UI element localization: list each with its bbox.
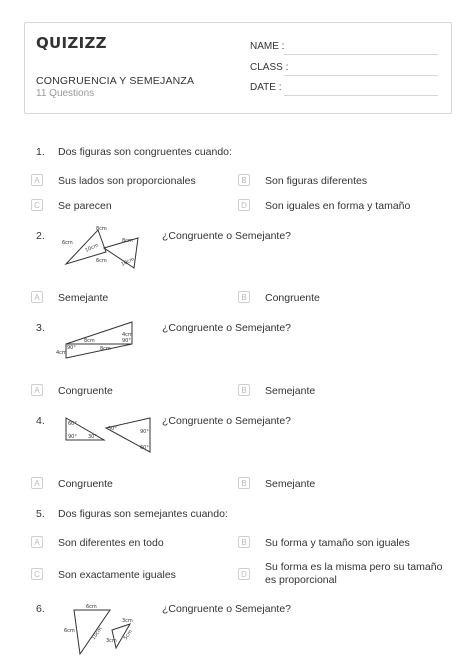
question-text: ¿Congruente o Semejante? (162, 322, 291, 334)
figure-label: 90° (68, 434, 77, 440)
option-b-text[interactable]: Son figuras diferentes (265, 175, 368, 187)
figure-label: 3cm (122, 618, 133, 624)
option-a-box[interactable]: A (31, 174, 43, 186)
figure-label: 5cm (122, 628, 134, 642)
figure-label: 30° (108, 426, 117, 432)
question-number: 5. (36, 508, 45, 520)
option-b-text[interactable]: Su forma y tamaño son iguales (265, 537, 410, 549)
question-text: Dos figuras son congruentes cuando: (58, 146, 232, 158)
option-d-box[interactable]: D (238, 199, 250, 211)
question-number: 1. (36, 146, 45, 158)
option-c-box[interactable]: C (31, 199, 43, 211)
figure-label: 8cm (100, 346, 111, 352)
name-field[interactable] (284, 53, 438, 55)
question-number: 3. (36, 322, 45, 334)
option-a-box[interactable]: A (31, 384, 43, 396)
question-number: 2. (36, 230, 45, 242)
date-label: DATE : (250, 82, 282, 93)
triangles-figure-q6 (60, 600, 150, 660)
figure-label: 90° (67, 345, 76, 351)
option-d-text[interactable]: Son iguales en forma y tamaño (265, 200, 411, 212)
quizizz-logo: QUIZIZZ (36, 34, 107, 52)
question-count: 11 Questions (36, 88, 95, 99)
class-label: CLASS : (250, 62, 289, 73)
figure-label: 60° (68, 421, 77, 427)
option-a-text[interactable]: Sus lados son proporcionales (58, 175, 196, 187)
figure-label: 3cm (106, 638, 117, 644)
question-text: Dos figuras son semejantes cuando: (58, 508, 228, 520)
figure-label: 4cm (122, 332, 133, 338)
option-c-text[interactable]: Se parecen (58, 200, 112, 212)
figure-label: 8cm (84, 338, 95, 344)
triangles-figure-q4 (60, 414, 156, 458)
class-field[interactable] (284, 74, 438, 76)
figure-label: 6cm (96, 258, 107, 264)
question-number: 6. (36, 603, 45, 615)
question-text: ¿Congruente o Semejante? (162, 230, 291, 242)
option-c-box[interactable]: C (31, 568, 43, 580)
option-b-text[interactable]: Semejante (265, 478, 316, 490)
worksheet-title: CONGRUENCIA Y SEMEJANZA (36, 75, 195, 87)
option-b-text[interactable]: Semejante (265, 385, 316, 397)
option-b-box[interactable]: B (238, 384, 250, 396)
figure-label: 8cm (122, 238, 133, 244)
option-a-box[interactable]: A (31, 477, 43, 489)
question-number: 4. (36, 415, 45, 427)
option-b-box[interactable]: B (238, 291, 250, 303)
figure-label: 4cm (56, 350, 67, 356)
figure-label: 6cm (86, 604, 97, 610)
option-d-text[interactable]: Su forma es la misma pero su tamaño es proporcional (265, 561, 443, 586)
option-b-box[interactable]: B (238, 174, 250, 186)
figure-label: 60° (140, 445, 149, 451)
option-b-text[interactable]: Congruente (265, 292, 320, 304)
figure-label: 90° (140, 429, 149, 435)
date-field[interactable] (284, 94, 438, 96)
figure-label: 8cm (96, 226, 107, 232)
option-a-box[interactable]: A (31, 536, 43, 548)
figure-label: 10cm (84, 242, 100, 254)
figure-label: 10cm (90, 626, 104, 642)
figure-label: 10cm (120, 256, 136, 268)
option-a-text[interactable]: Congruente (58, 478, 113, 490)
option-a-text[interactable]: Congruente (58, 385, 113, 397)
figure-label: 90° (122, 338, 131, 344)
option-a-text[interactable]: Semejante (58, 292, 109, 304)
option-b-box[interactable]: B (238, 477, 250, 489)
name-label: NAME : (250, 41, 285, 52)
option-c-text[interactable]: Son exactamente iguales (58, 569, 176, 581)
question-text: ¿Congruente o Semejante? (162, 603, 291, 615)
triangles-figure-q2 (56, 222, 162, 274)
option-d-box[interactable]: D (238, 568, 250, 580)
option-a-text[interactable]: Son diferentes en todo (58, 537, 164, 549)
option-b-box[interactable]: B (238, 536, 250, 548)
question-text: ¿Congruente o Semejante? (162, 415, 291, 427)
figure-label: 6cm (62, 240, 73, 246)
figure-label: 6cm (64, 628, 75, 634)
figure-label: 30° (88, 434, 97, 440)
option-a-box[interactable]: A (31, 291, 43, 303)
triangles-figure-q3 (56, 318, 140, 364)
